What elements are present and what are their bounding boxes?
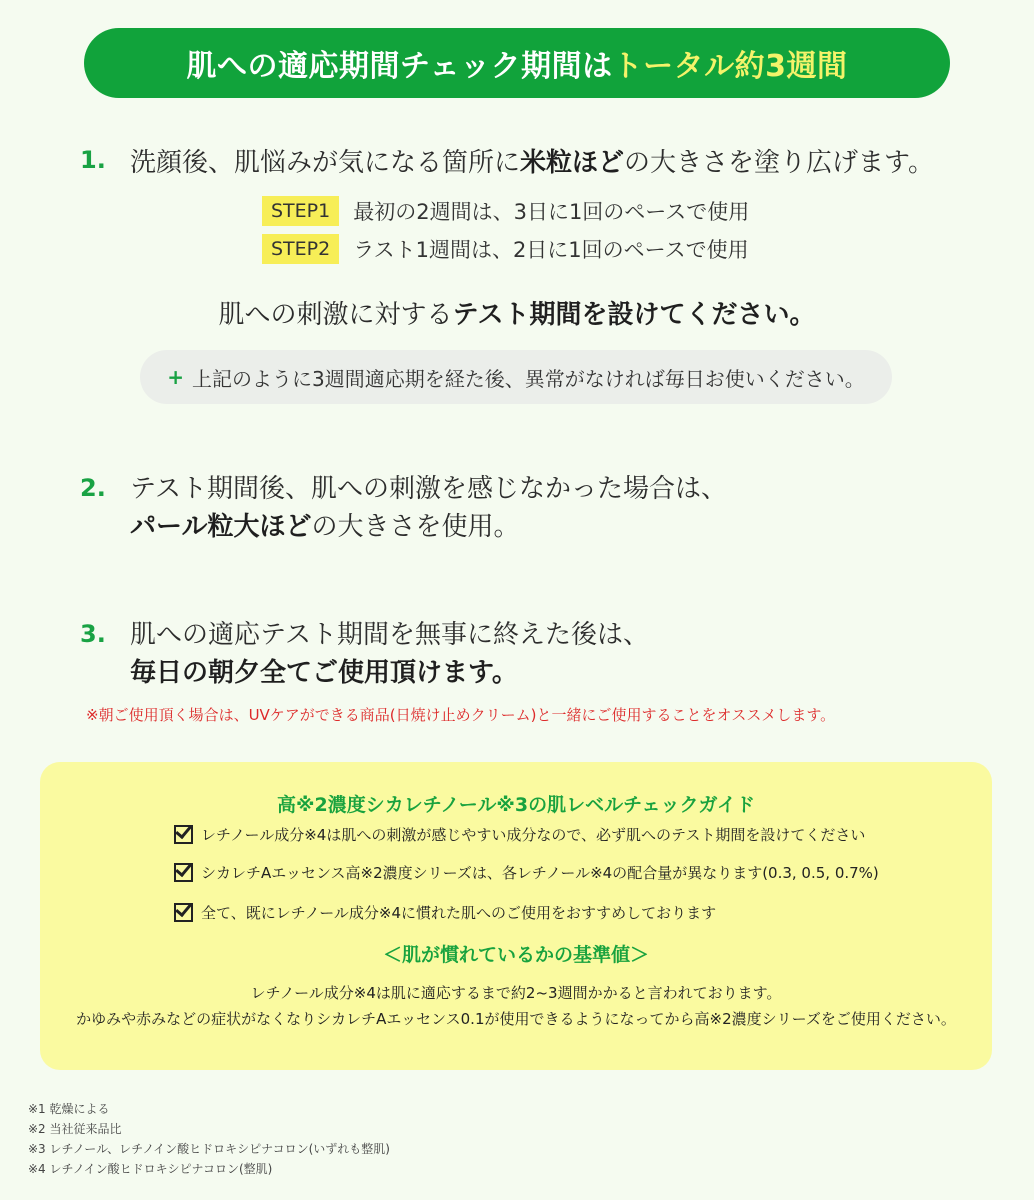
checkbox-icon [174, 903, 193, 922]
step-row-2 [262, 234, 749, 264]
step3-line1: 肌への適応テスト期間を無事に終えた後は、 [130, 620, 649, 650]
footnote-3: ※3 レチノール、レチノイン酸ヒドロキシピナコロン(いずれも整肌) [28, 1142, 390, 1156]
guide-subtitle: ＜肌が慣れているかの基準値＞ [382, 944, 649, 966]
guide-text-2: かゆみや赤みなどの症状がなくなりシカレチAエッセンス0.1が使用できるようになってから高※2濃度シリーズをご使用ください。 [76, 1010, 956, 1028]
guide-check-3-text: 全て、既にレチノール成分※4に慣れた肌へのご使用をおすすめしております [201, 904, 717, 922]
banner-text: 肌への適応期間チェック期間は [186, 49, 613, 84]
footnote-4: ※4 レチノイン酸ヒドロキシピナコロン(整肌) [28, 1162, 273, 1176]
guide-text-1: レチノール成分※4は肌に適応するまで約2~3週間かかると言われております。 [250, 984, 782, 1002]
step1-text-bold: 米粒ほど [520, 148, 625, 178]
step2-line2-bold: パール粒大ほど [130, 512, 312, 542]
daily-use-note [140, 350, 892, 404]
step1-text-pre: 洗顔後、肌悩みが気になる箇所に [130, 148, 521, 178]
step1-badge-text: 最初の2週間は、3日に1回のペースで使用 [353, 200, 750, 224]
checkbox-icon [174, 825, 193, 844]
step1-text [130, 142, 934, 179]
plus-icon: + [167, 365, 185, 389]
guide-check-1-text: レチノール成分※4は肌への刺激が感じやすい成分なので、必ず肌へのテスト期間を設けてください [201, 826, 866, 844]
footnote-1: ※1 乾燥による [28, 1102, 110, 1116]
step2-line2-post: の大きさを使用。 [311, 512, 520, 542]
guide-check-3 [174, 902, 716, 923]
step2-line2 [130, 506, 520, 543]
test-period-bold: テスト期間を設けてください。 [452, 300, 816, 330]
footnote-2: ※2 当社従来品比 [28, 1122, 122, 1136]
banner-highlight: トータル約3週間 [612, 49, 848, 84]
step2-badge-text: ラスト1週間は、2日に1回のペースで使用 [353, 238, 749, 262]
guide-check-2 [174, 862, 879, 883]
step1-number: 1. [80, 146, 106, 174]
level-check-guide [40, 762, 992, 1070]
guide-title: 高※2濃度シカレチノール※3の肌レベルチェックガイド [277, 794, 755, 816]
step2-badge: STEP2 [262, 234, 339, 264]
guide-check-2-text: シカレチAエッセンス高※2濃度シリーズは、各レチノール※4の配合量が異なります(0.3, 0.5, 0.7%) [201, 864, 879, 882]
step3-number: 3. [80, 620, 106, 648]
step-row-1 [262, 196, 749, 226]
step1-badge: STEP1 [262, 196, 339, 226]
test-period-text [0, 294, 1034, 331]
daily-use-note-text: 上記のように3週間適応期を経た後、異常がなければ毎日お使いください。 [192, 366, 865, 391]
checkbox-icon [174, 863, 193, 882]
period-banner [84, 28, 950, 98]
step2-line1: テスト期間後、肌への刺激を感じなかった場合は、 [130, 474, 727, 504]
test-period-pre: 肌への刺激に対する [218, 300, 453, 330]
step3-line2: 毎日の朝夕全てご使用頂けます。 [130, 658, 518, 688]
guide-check-1 [174, 824, 865, 845]
uv-care-note: ※朝ご使用頂く場合は、UVケアができる商品(日焼け止めクリーム)と一緒にご使用することをオススメします。 [86, 706, 836, 724]
step2-number: 2. [80, 474, 106, 502]
step1-text-post: の大きさを塗り広げます。 [624, 148, 934, 178]
